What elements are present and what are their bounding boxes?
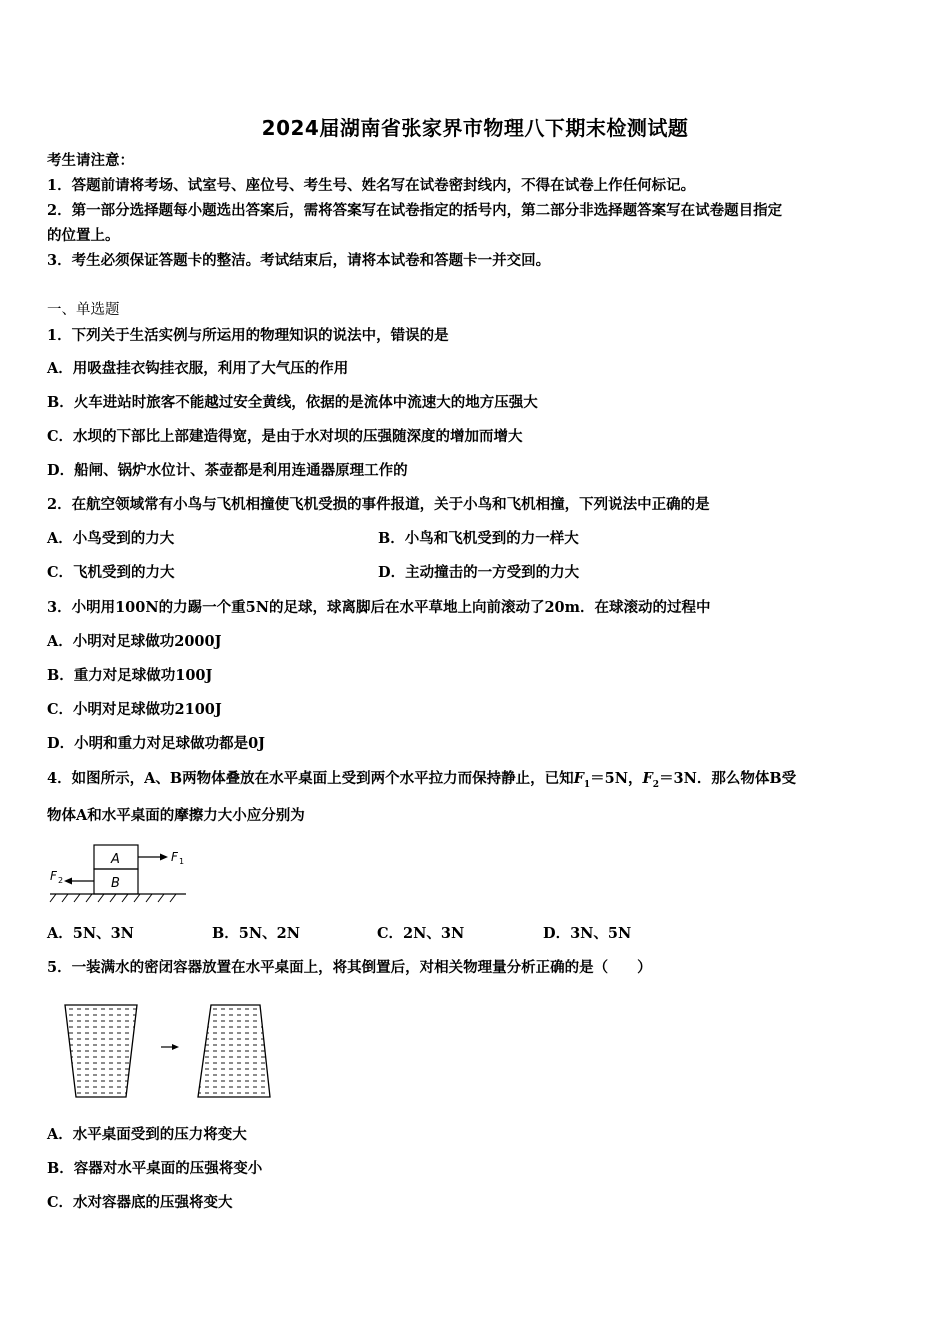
notice-item-3: 3．考生必须保证答题卡的整洁。考试结束后，请将本试卷和答题卡一并交回。 <box>47 252 551 269</box>
container-inverted <box>198 1005 270 1097</box>
transform-arrow-head <box>172 1044 179 1050</box>
q3-option-d: D．小明和重力对足球做功都是0J <box>47 735 266 752</box>
q5-figure <box>60 1000 280 1104</box>
q5-option-a: A．水平桌面受到的压力将变大 <box>47 1126 247 1143</box>
q4-stem-a: 4．如图所示，A、B两物体叠放在水平桌面上受到两个水平拉力而保持静止，已知 <box>47 770 574 787</box>
f1-label-sub: 1 <box>179 857 185 866</box>
q3-option-b: B．重力对足球做功100J <box>47 667 213 684</box>
q4-eq1: ＝5N， <box>590 770 643 787</box>
notice-item-1: 1．答题前请将考场、试室号、座位号、考生号、姓名写在试卷密封线内，不得在试卷上作任何标记。 <box>47 177 696 194</box>
container-upright <box>65 1005 137 1097</box>
q1-stem: 1．下列关于生活实例与所运用的物理知识的说法中，错误的是 <box>47 327 449 344</box>
f2-label: F <box>50 869 57 883</box>
section-heading: 一、单选题 <box>47 302 120 318</box>
page-title: 2024届湖南省张家界市物理八下期末检测试题 <box>261 116 689 140</box>
q4-eq2: ＝3N．那么物体B受 <box>659 770 797 787</box>
q5-stem: 5．一装满水的密闭容器放置在水平桌面上，将其倒置后，对相关物理量分析正确的是（ ） <box>47 959 652 976</box>
q2-option-a: A．小鸟受到的力大 <box>47 530 175 547</box>
notice-item-2b: 的位置上。 <box>47 227 120 244</box>
q3-option-c: C．小明对足球做功2100J <box>47 701 222 718</box>
q2-option-c: C．飞机受到的力大 <box>47 564 175 581</box>
table-hatching <box>50 894 176 902</box>
q5-option-b: B．容器对水平桌面的压强将变小 <box>47 1160 263 1177</box>
notice-item-2a: 2．第一部分选择题每小题选出答案后，需将答案写在试卷指定的括号内，第二部分非选择题答案写在试卷题目指定 <box>47 202 783 219</box>
f2-label-sub: 2 <box>58 876 64 885</box>
q1-option-c: C．水坝的下部比上部建造得宽，是由于水对坝的压强随深度的增加而增大 <box>47 428 523 445</box>
block-b-label: B <box>111 876 120 891</box>
q4-f1-symbol: F <box>573 770 584 787</box>
q4-f1-subscript: 1 <box>583 779 591 790</box>
q4-figure <box>46 840 196 910</box>
q2-option-b: B．小鸟和飞机受到的力一样大 <box>378 530 579 547</box>
q4-option-c: C．2N、3N <box>377 925 465 942</box>
f1-arrow-head <box>160 854 168 861</box>
q4-option-b: B．5N、2N <box>212 925 300 942</box>
q2-option-d: D．主动撞击的一方受到的力大 <box>378 564 580 581</box>
q1-option-d: D．船闸、锅炉水位计、茶壶都是利用连通器原理工作的 <box>47 462 408 479</box>
notice-heading: 考生请注意： <box>47 152 134 169</box>
q3-stem: 3．小明用100N的力踢一个重5N的足球，球离脚后在水平草地上向前滚动了20m．在球滚动的过程中 <box>47 599 711 616</box>
q4-f2-symbol: F <box>642 770 653 787</box>
q4-stem-line-1 <box>47 769 796 795</box>
q3-option-a: A．小明对足球做功2000J <box>47 633 222 650</box>
q5-option-c: C．水对容器底的压强将变大 <box>47 1194 233 1211</box>
f2-arrow-head <box>64 878 72 885</box>
q1-option-a: A．用吸盘挂衣钩挂衣服，利用了大气压的作用 <box>47 360 349 377</box>
q1-option-b: B．火车进站时旅客不能越过安全黄线，依据的是流体中流速大的地方压强大 <box>47 394 538 411</box>
f1-label: F <box>171 850 178 864</box>
q4-option-d: D．3N、5N <box>543 925 632 942</box>
q4-stem-line-2: 物体A和水平桌面的摩擦力大小应分别为 <box>47 807 305 824</box>
q4-f2-subscript: 2 <box>652 779 660 790</box>
q4-option-a: A．5N、3N <box>47 925 134 942</box>
q2-stem: 2．在航空领域常有小鸟与飞机相撞使飞机受损的事件报道，关于小鸟和飞机相撞，下列说法中正确的是 <box>47 496 710 513</box>
block-a-label: A <box>111 852 120 867</box>
